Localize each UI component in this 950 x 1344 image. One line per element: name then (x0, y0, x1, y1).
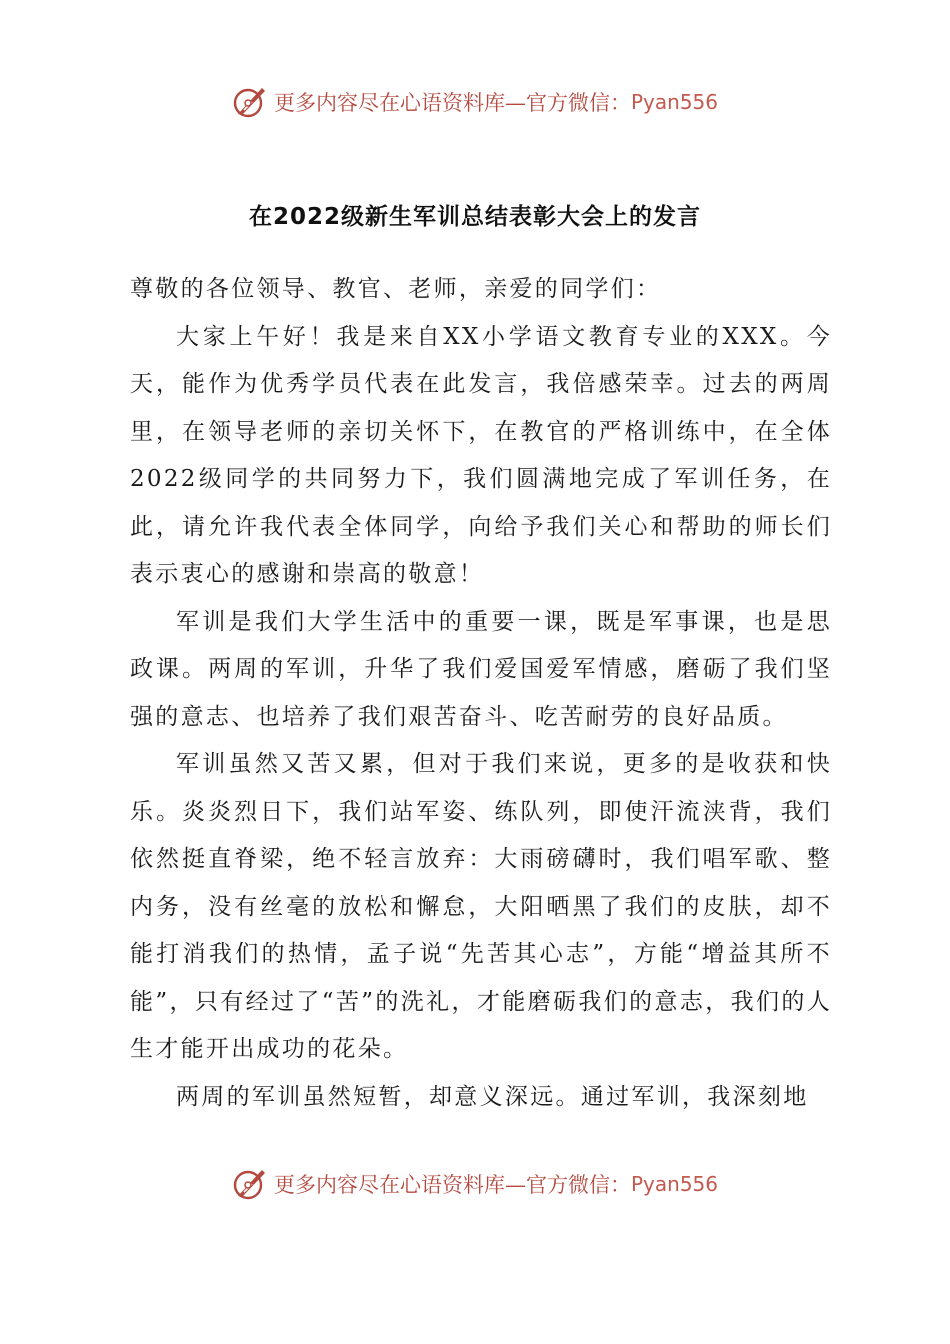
document-body (130, 266, 832, 1121)
footer-banner (0, 1162, 950, 1206)
quill-pen-logo-icon (232, 84, 268, 120)
paragraph: 大家上午好！我是来自XX小学语文教育专业的XXX。今天，能作为优秀学员代表在此发言，我倍感荣幸。过去的两周里，在领导老师的亲切关怀下，在教官的严格训练中，在全体2022级同学的共同努力下，我们圆满地完成了军训任务，在此，请允许我代表全体同学，向给予我们关心和帮助的师长们表示衷心的感谢和崇高的敬意！ (130, 323, 832, 587)
page-title: 在2022级新生军训总结表彰大会上的发言 (248, 204, 701, 230)
quill-pen-logo-icon (232, 1166, 268, 1202)
header-banner (0, 80, 950, 124)
salutation: 尊敬的各位领导、教官、老师，亲爱的同学们： (130, 276, 662, 302)
paragraph: 军训虽然又苦又累，但对于我们来说，更多的是收获和快乐。炎炎烈日下，我们站军姿、练队列，即使汗流浃背，我们依然挺直脊梁，绝不轻言放弃：大雨磅礴时，我们唱军歌、整内务，没有丝毫的放松和懈怠，大阳晒黑了我们的皮肤，却不能打消我们的热情，孟子说“先苦其心志”，方能“增益其所不能”，只有经过了“苦”的洗礼，才能磨砺我们的意志，我们的人生才能开出成功的花朵。 (130, 751, 832, 1062)
wechat-id: Pyan556 (630, 1172, 718, 1196)
paragraph: 军训是我们大学生活中的重要一课，既是军事课，也是思政课。两周的军训，升华了我们爱国爱军情感，磨砺了我们坚强的意志、也培养了我们艰苦奋斗、吃苦耐劳的良好品质。 (130, 608, 832, 730)
paragraph: 两周的军训虽然短暂，却意义深远。通过军训，我深刻地 (176, 1083, 809, 1110)
wechat-id: Pyan556 (630, 90, 718, 114)
banner-text: 更多内容尽在心语资料库—官方微信： (273, 1173, 631, 1197)
banner-text: 更多内容尽在心语资料库—官方微信： (273, 91, 631, 115)
